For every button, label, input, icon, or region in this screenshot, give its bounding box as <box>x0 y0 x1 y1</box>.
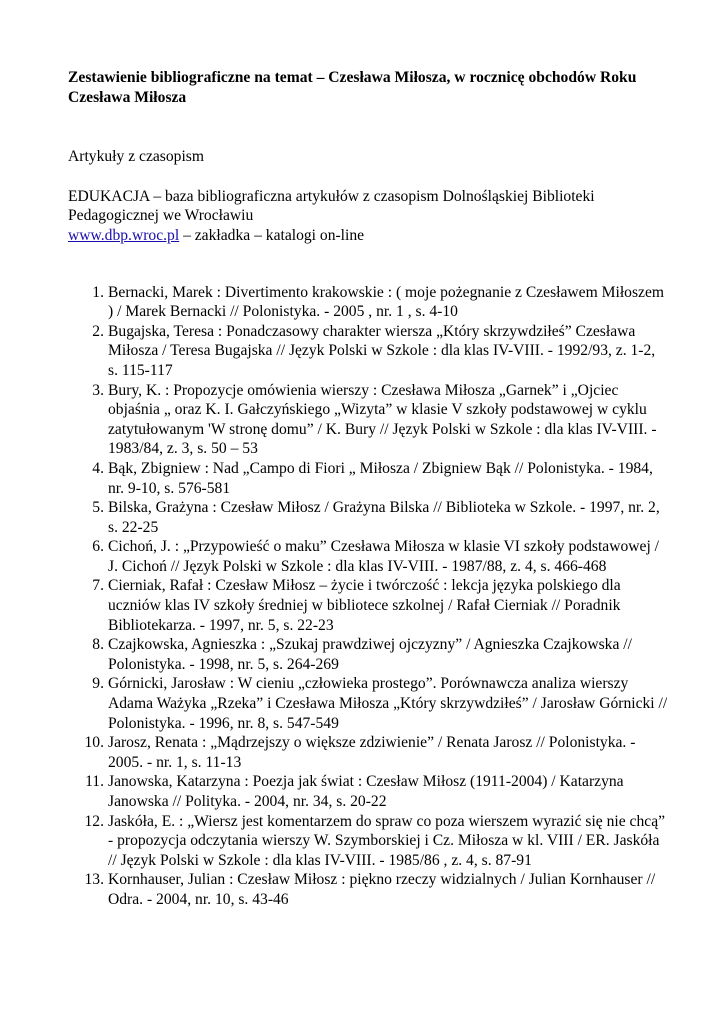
list-item-text: Bugajska, Teresa : Ponadczasowy charakter wiersza „Który skrzywdziłeś” Czesława Miłosza / Teresa Bugajska // Język Polski w Szkole : dla klas IV-VIII. - 1992/93, z. 1-2, s. 115-117 <box>108 322 656 379</box>
list-item-number: 4. <box>92 459 104 477</box>
list-item-number: 2. <box>92 322 104 340</box>
list-item <box>68 870 668 909</box>
list-item-text: Janowska, Katarzyna : Poezja jak świat : Czesław Miłosz (1911-2004) / Katarzyna Janowska // Polityka. - 2004, nr. 34, s. 20-22 <box>108 773 624 810</box>
list-item-text: Bąk, Zbigniew : Nad „Campo di Fiori „ Miłosza / Zbigniew Bąk // Polonistyka. - 1984, nr. 9-10, s. 576-581 <box>108 459 653 497</box>
catalog-link-suffix: – zakładka – katalogi on-line <box>179 226 365 244</box>
list-item-number: 8. <box>92 636 104 654</box>
list-item-number: 12. <box>84 812 104 830</box>
list-item-text: Bury, K. : Propozycje omówienia wierszy : Czesława Miłosza „Garnek” i „Ojciec objaśnia „ oraz K. I. Gałczyńskiego „Wizyta” w klasie V szkoły podstawowej w cyklu zatytułowanym 'W stronę domu” / K. Bury // Język Polski w Szkole : dla klas IV-VIII. - 1983/84, z. 3, s. 50 – 53 <box>108 381 657 458</box>
list-item-number: 3. <box>92 381 104 399</box>
list-item-number: 1. <box>92 283 104 301</box>
list-item-text: Jaskóła, E. : „Wiersz jest komentarzem do spraw co poza wierszem wyrazić się nie chcą” - propozycja odczytania wierszy W. Szymborskiej i Cz. Miłosza w kl. VIII / ER. Jaskóła // Język Polski w Szkole : dla klas IV-VIII. - 1985/86 , z. 4, s. 87-91 <box>108 812 666 869</box>
document-title: Zestawienie bibliograficzne na temat – Czesława Miłosza, w rocznicę obchodów Roku Czesława Miłosza <box>68 69 637 106</box>
list-item-number: 13. <box>84 871 104 889</box>
list-item-number: 7. <box>92 577 104 595</box>
database-description-text: EDUKACJA – baza bibliograficzna artykułów z czasopism Dolnośląskiej Biblioteki Pedagogicznej we Wrocławiu <box>68 187 595 225</box>
document-page <box>68 68 668 910</box>
list-item <box>68 576 668 635</box>
list-item-number: 6. <box>92 538 104 556</box>
list-item-text: Czajkowska, Agnieszka : „Szukaj prawdziwej ojczyzny” / Agnieszka Czajkowska // Polonistyka. - 1998, nr. 5, s. 264-269 <box>108 636 632 673</box>
list-item <box>68 635 668 674</box>
list-item <box>68 283 668 322</box>
list-item-number: 5. <box>92 499 104 517</box>
list-item-text: Cichoń, J. : „Przypowieść o maku” Czesława Miłosza w klasie VI szkoły podstawowej / J. Cichoń // Język Polski w Szkole : dla klas IV-VIII. - 1987/88, z. 4, s. 466-468 <box>108 538 660 575</box>
list-item-text: Cierniak, Rafał : Czesław Miłosz – życie i twórczość : lekcja języka polskiego dla uczniów klas IV szkoły średniej w bibliotece szkolnej / Rafał Cierniak // Poradnik Bibliotekarza. - 1997, nr. 5, s. 22-23 <box>108 577 621 634</box>
list-item-text: Górnicki, Jarosław : W cieniu „człowieka prostego”. Porównawcza analiza wierszy Adama Ważyka „Rzeka” i Czesława Miłosza „Który skrzywdziłeś” / Jarosław Górnicki // Polonistyka. - 1996, nr. 8, s. 547-549 <box>108 675 668 732</box>
list-item <box>68 322 668 381</box>
list-item <box>68 381 668 459</box>
list-item <box>68 459 668 498</box>
list-item-text: Kornhauser, Julian : Czesław Miłosz : piękno rzeczy widzialnych / Julian Kornhauser // Odra. - 2004, nr. 10, s. 43-46 <box>108 871 656 908</box>
list-item <box>68 498 668 537</box>
list-item <box>68 733 668 772</box>
catalog-link[interactable]: www.dbp.wroc.pl <box>68 226 180 244</box>
list-item-text: Bernacki, Marek : Divertimento krakowskie : ( moje pożegnanie z Czesławem Miłoszem ) / Marek Bernacki // Polonistyka. - 2005 , nr. 1 , s. 4-10 <box>108 283 664 321</box>
list-item <box>68 772 668 811</box>
list-item-number: 10. <box>84 734 104 752</box>
list-item <box>68 674 668 733</box>
section-heading: Artykuły z czasopism <box>68 148 204 166</box>
list-item-number: 9. <box>92 675 104 693</box>
list-item-number: 11. <box>85 773 104 791</box>
list-item-text: Bilska, Grażyna : Czesław Miłosz / Grażyna Bilska // Biblioteka w Szkole. - 1997, nr. 2, s. 22-25 <box>108 499 660 536</box>
list-item <box>68 812 668 871</box>
list-item <box>68 537 668 576</box>
list-item-text: Jarosz, Renata : „Mądrzejszy o większe zdziwienie” / Renata Jarosz // Polonistyka. - 2005. - nr. 1, s. 11-13 <box>108 734 636 771</box>
bibliography-list <box>68 283 668 910</box>
database-description <box>68 187 668 246</box>
